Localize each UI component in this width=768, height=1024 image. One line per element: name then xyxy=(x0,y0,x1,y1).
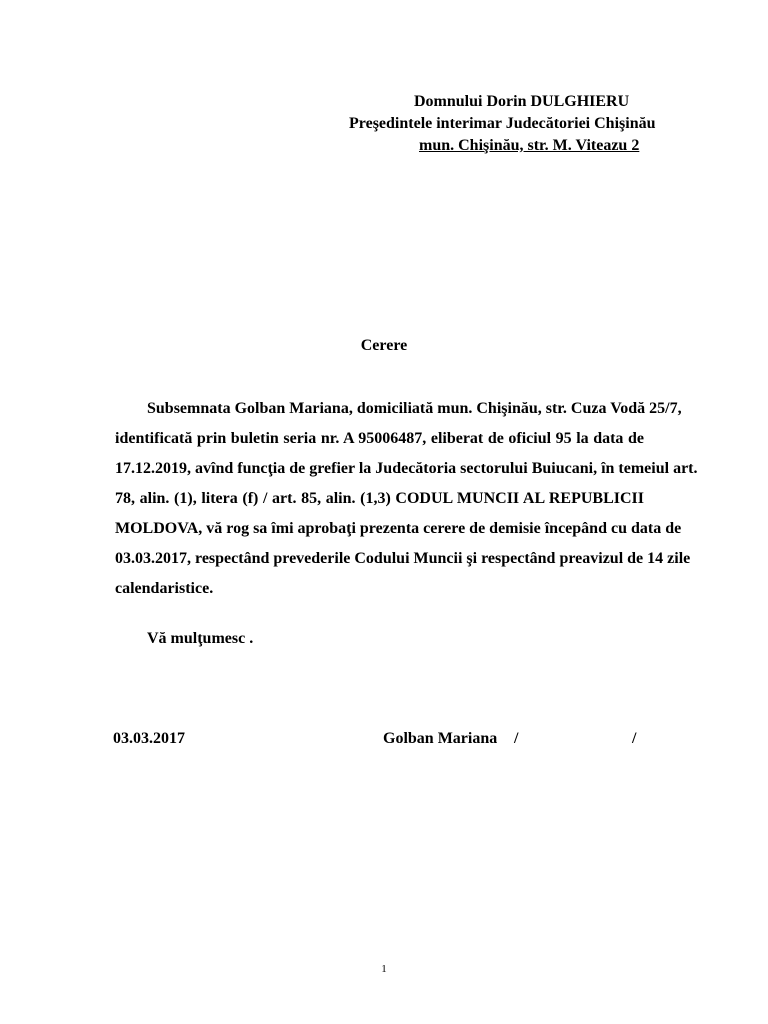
document-title: Cerere xyxy=(360,337,408,354)
signature-slash-left: / xyxy=(514,730,519,747)
body-line: 17.12.2019, avînd funcţia de grefier la Judecătoria sectorului Buiucani, în temeiul art. xyxy=(115,460,698,477)
closing-text: Vă mulţumesc . xyxy=(147,630,254,647)
body-line: calendaristice. xyxy=(115,580,214,597)
page-number: 1 xyxy=(381,963,387,975)
body-line: MOLDOVA, vă rog sa îmi aprobaţi prezenta cerere de demisie începând cu data de xyxy=(115,520,682,537)
signature-slash-right: / xyxy=(632,730,637,747)
request-body xyxy=(115,394,698,604)
body-line: 78, alin. (1), litera (f) / art. 85, alin. (1,3) CODUL MUNCII AL REPUBLICII xyxy=(115,490,644,507)
signature-date: 03.03.2017 xyxy=(113,730,185,747)
body-line: Subsemnata Golban Mariana, domiciliată mun. Chişinău, str. Cuza Vodă 25/7, xyxy=(147,400,682,417)
body-line: identificată prin buletin seria nr. A 95006487, eliberat de oficiul 95 la data de xyxy=(115,430,644,447)
body-line: 03.03.2017, respectând prevederile Codului Muncii şi respectând preavizul de 14 zile xyxy=(115,550,691,567)
recipient-title: Preşedintele interimar Judecătoriei Chişinău xyxy=(349,115,656,132)
signature-name: Golban Mariana xyxy=(383,730,498,747)
recipient-address: mun. Chişinău, str. M. Viteazu 2 xyxy=(419,137,640,154)
recipient-name: Domnului Dorin DULGHIERU xyxy=(414,93,630,110)
